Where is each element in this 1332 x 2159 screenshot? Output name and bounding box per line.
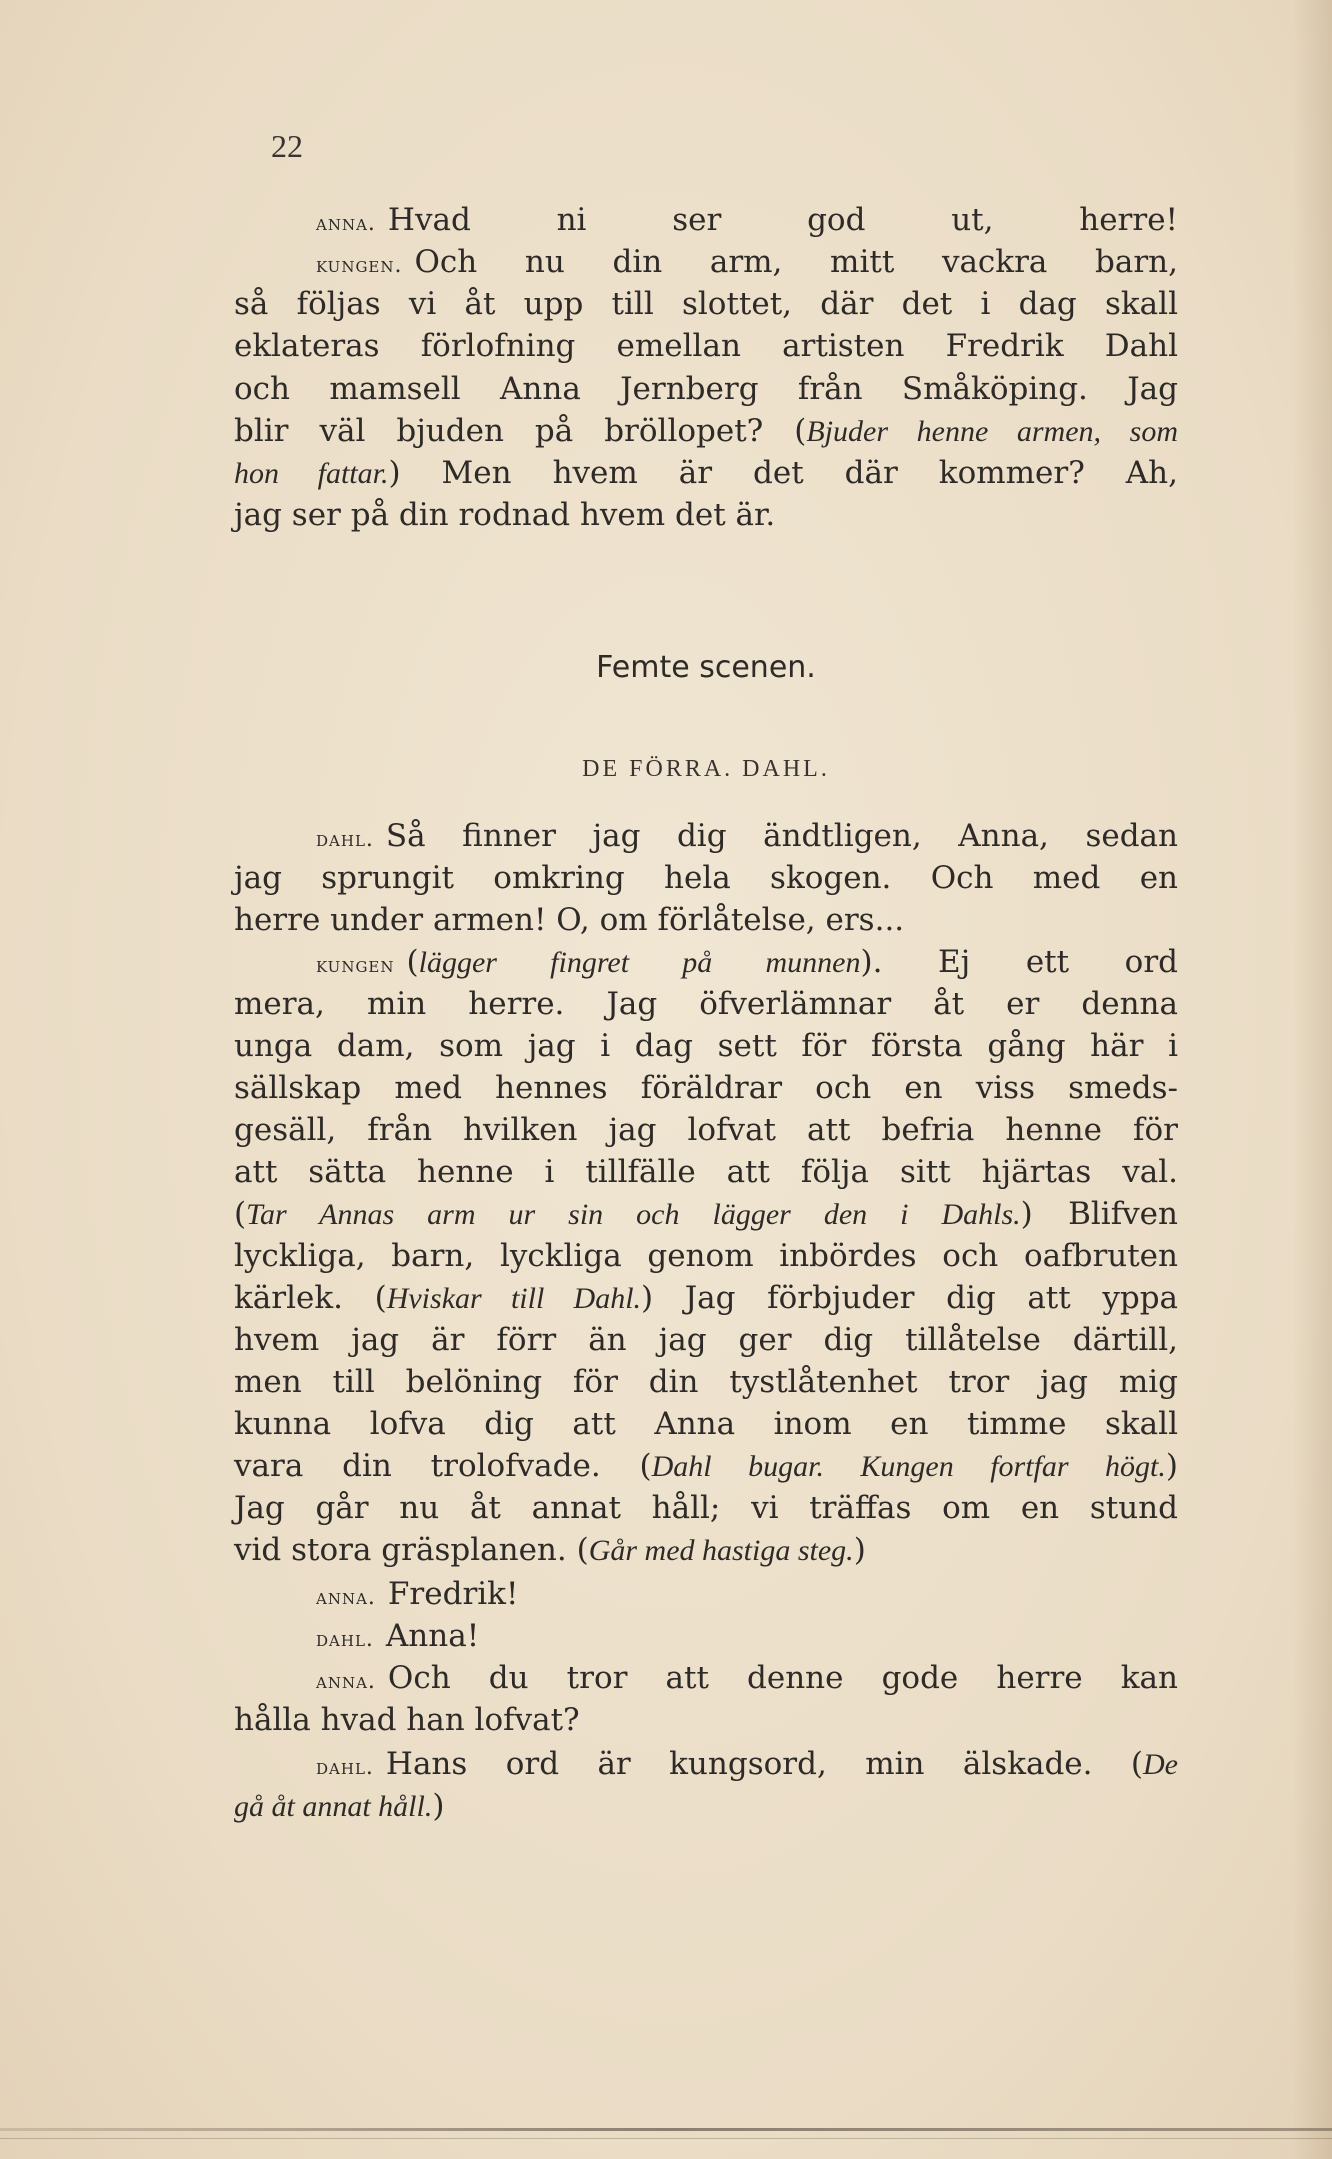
dialogue-text: ) — [432, 1788, 445, 1824]
scene-cast-list: DE FÖRRA. DAHL. — [582, 756, 830, 782]
text-line — [234, 495, 775, 535]
stage-direction: lägger fingret på munnen — [418, 946, 861, 979]
text-line — [316, 942, 1178, 982]
dialogue-text: lyckliga, barn, lyckliga genom inbördes och oafbruten — [234, 1238, 1178, 1274]
text-line — [234, 411, 1178, 451]
text-line — [234, 1404, 1178, 1444]
text-line — [316, 1658, 1178, 1698]
dialogue-text: ) Blifven — [1020, 1196, 1178, 1232]
text-line — [234, 369, 1178, 409]
speaker-name: dahl. — [316, 827, 374, 852]
dialogue-text: herre under armen! O, om förlåtelse, ers... — [234, 902, 905, 938]
speaker-name: dahl. — [316, 1755, 374, 1780]
text-line — [234, 326, 1178, 366]
speaker-name: kungen. — [316, 253, 403, 278]
dialogue-text: Och nu din arm, mitt vackra barn, — [414, 244, 1178, 280]
stage-direction: Bjuder henne armen, som — [806, 415, 1178, 448]
dialogue-text: och mamsell Anna Jernberg från Småköping. Jag — [234, 371, 1178, 407]
dialogue-text: jag ser på din rodnad hvem det är. — [234, 497, 776, 533]
stage-direction: hon fattar. — [234, 457, 389, 490]
text-line — [234, 858, 1178, 898]
dialogue-text: Så finner jag dig ändtligen, Anna, sedan — [385, 818, 1178, 854]
dialogue-text: blir väl bjuden på bröllopet? ( — [234, 413, 807, 449]
stage-direction: Tar Annas arm ur sin och lägger den i Dahls. — [246, 1198, 1021, 1231]
dialogue-text: ) Men hvem är det där kommer? Ah, — [388, 455, 1179, 491]
scene-heading: Femte scenen. — [596, 650, 816, 685]
text-line — [234, 1488, 1178, 1528]
dialogue-text: hålla hvad han lofvat? — [234, 1702, 580, 1738]
dialogue-text: vid stora gräsplanen. ( — [234, 1532, 589, 1568]
dialogue-text: Jag går nu åt annat håll; vi träffas om en stund — [234, 1490, 1178, 1526]
dialogue-text: vara din trolofvade. ( — [234, 1448, 652, 1484]
dialogue-text: jag sprungit omkring hela skogen. Och med en — [234, 860, 1178, 896]
speaker-name: anna. — [316, 211, 376, 236]
text-line — [234, 1320, 1178, 1360]
page-number: 22 — [271, 128, 303, 164]
dialogue-text: Hans ord är kungsord, min älskade. ( — [385, 1746, 1144, 1782]
text-line — [234, 1068, 1178, 1108]
text-line — [316, 242, 1178, 282]
text-line — [234, 1026, 1178, 1066]
dialogue-text: kärlek. ( — [234, 1280, 387, 1316]
dialogue-text: men till belöning för din tystlåtenhet tror jag mig — [234, 1364, 1178, 1400]
text-line — [234, 1446, 1178, 1486]
dialogue-text: Hvad ni ser god ut, herre! — [387, 202, 1178, 238]
text-line — [234, 1362, 1178, 1402]
dialogue-text: Fredrik! — [387, 1576, 519, 1612]
text-line — [316, 1574, 518, 1614]
text-line — [234, 1278, 1178, 1318]
dialogue-text: mera, min herre. Jag öfverlämnar åt er denna — [234, 986, 1178, 1022]
dialogue-text: så följas vi åt upp till slottet, där det i dag skall — [234, 286, 1178, 322]
dialogue-text: sällskap med hennes föräldrar och en viss smeds- — [234, 1070, 1178, 1106]
text-line — [234, 1530, 866, 1570]
bottom-edge-line-thin — [0, 2138, 1332, 2139]
text-line — [234, 900, 904, 940]
dialogue-text: gesäll, från hvilken jag lofvat att befria henne för — [234, 1112, 1178, 1148]
dialogue-text: eklateras förlofning emellan artisten Fredrik Dahl — [234, 328, 1178, 364]
dialogue-text: att sätta henne i tillfälle att följa sitt hjärtas val. — [234, 1154, 1178, 1190]
dialogue-text: Och du tror att denne gode herre kan — [387, 1660, 1178, 1696]
bottom-edge-line — [0, 2128, 1332, 2131]
speaker-name: kungen — [316, 953, 395, 978]
text-line — [316, 1616, 479, 1656]
text-line — [234, 1236, 1178, 1276]
dialogue-text: ) — [853, 1532, 866, 1568]
text-line — [316, 1744, 1178, 1784]
dialogue-text: hvem jag är förr än jag ger dig tillåtelse därtill, — [234, 1322, 1178, 1358]
speaker-name: anna. — [316, 1669, 376, 1694]
dialogue-text: ( — [234, 1196, 247, 1232]
text-line — [234, 453, 1178, 493]
text-line — [234, 1110, 1178, 1150]
stage-direction: gå åt annat håll. — [234, 1790, 433, 1823]
text-line — [234, 1700, 580, 1740]
dialogue-text: ) — [1165, 1448, 1178, 1484]
text-line — [234, 1786, 444, 1826]
dialogue-text: ( — [406, 944, 419, 980]
speaker-name: anna. — [316, 1585, 376, 1610]
text-line — [234, 284, 1178, 324]
text-line — [234, 1152, 1178, 1192]
speaker-name: dahl. — [316, 1627, 374, 1652]
stage-direction: De — [1143, 1748, 1178, 1781]
dialogue-text: Anna! — [385, 1618, 480, 1654]
text-line — [316, 816, 1178, 856]
dialogue-text: ) Jag förbjuder dig att yppa — [641, 1280, 1179, 1316]
text-line — [316, 200, 1178, 240]
stage-direction: Går med hastiga steg. — [588, 1534, 854, 1567]
stage-direction: Dahl bugar. Kungen fortfar högt. — [651, 1450, 1166, 1483]
text-line — [234, 984, 1178, 1024]
dialogue-text: unga dam, som jag i dag sett för första gång här i — [234, 1028, 1178, 1064]
stage-direction: Hviskar till Dahl. — [386, 1282, 642, 1315]
page-edge-shadow — [1292, 0, 1332, 2159]
dialogue-text: ). Ej ett ord — [860, 944, 1179, 980]
dialogue-text: kunna lofva dig att Anna inom en timme skall — [234, 1406, 1178, 1442]
text-line — [234, 1194, 1178, 1234]
